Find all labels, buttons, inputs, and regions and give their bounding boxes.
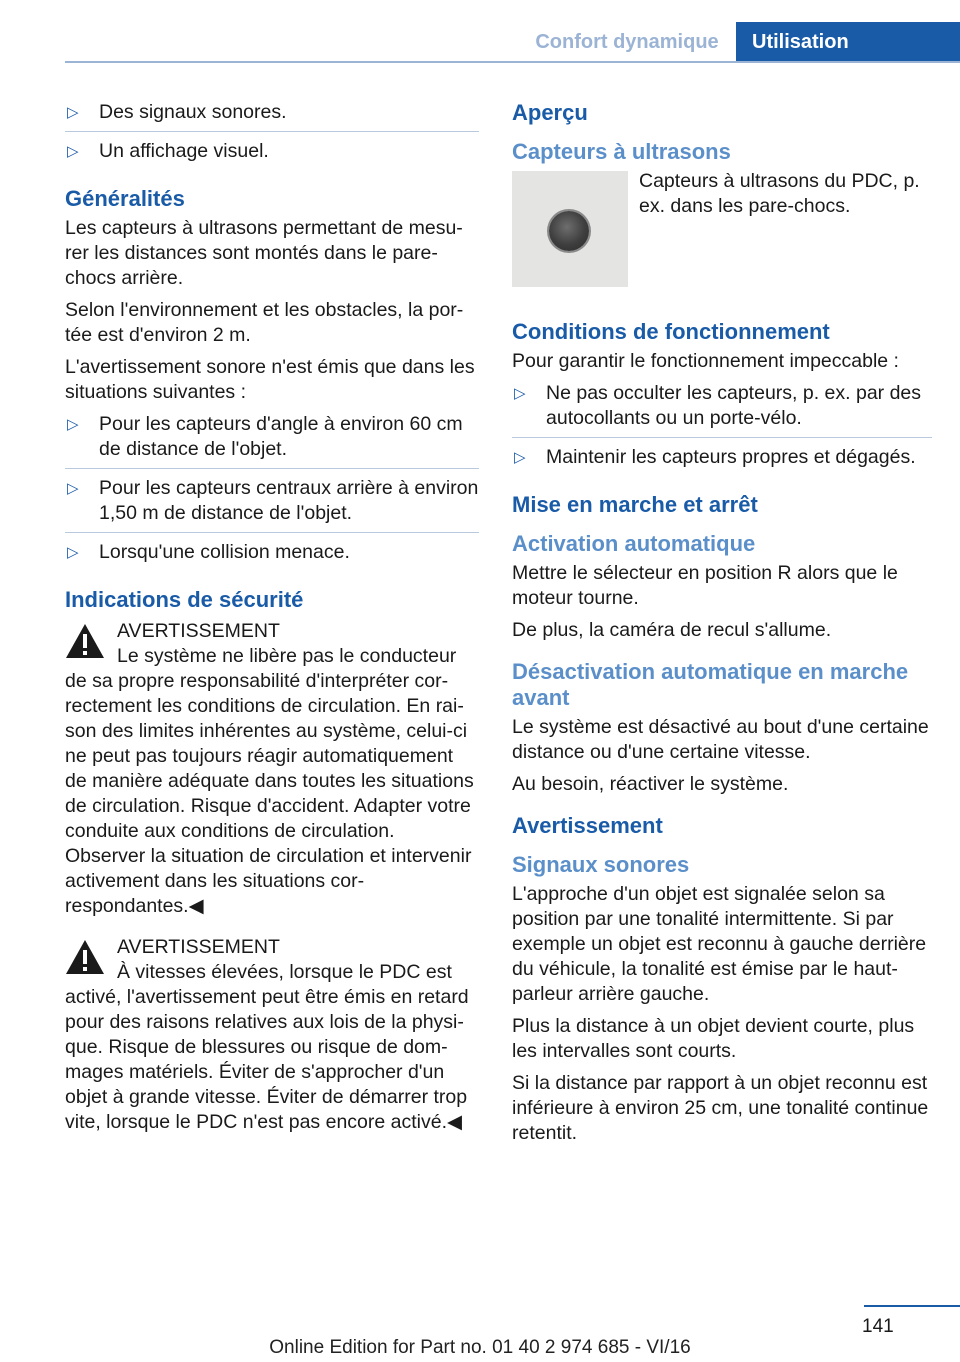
- subheading-activation: Activation automatique: [512, 531, 756, 556]
- tab-confort-dynamique[interactable]: Confort dynamique: [535, 31, 719, 53]
- footer-divider: [864, 1305, 960, 1307]
- subheading-signaux: Signaux sonores: [512, 852, 690, 877]
- paragraph: Si la distance par rapport à un objet reconnu est inférieure à environ 25 cm, une tonalité continue retentit.: [512, 1072, 929, 1144]
- triangle-right-icon: ▷: [514, 449, 526, 466]
- warning-title: AVERTISSEMENT: [117, 620, 280, 642]
- ultrasonic-sensor-image: [512, 171, 628, 287]
- sensor-figure: [512, 169, 932, 319]
- paragraph: Mettre le sélecteur en position R alors que le moteur tourne.: [512, 562, 898, 609]
- triangle-right-icon: ▷: [67, 143, 79, 160]
- paragraph: Selon l'environnement et les obstacles, la portée est d'environ 2 m.: [65, 299, 464, 346]
- edition-footer: Online Edition for Part no. 01 40 2 974 685 - VI/16: [269, 1337, 691, 1358]
- paragraph: Le système est désactivé au bout d'une certaine distance ou d'une certaine vitesse.: [512, 716, 929, 763]
- signal-types-list: [65, 100, 479, 170]
- triangle-right-icon: ▷: [67, 480, 79, 497]
- paragraph: Les capteurs à ultrasons permettant de mesurer les distances sont montés dans le pare-chocs arrière.: [65, 217, 463, 289]
- list-item: ▷ Pour les capteurs d'angle à environ 60 cm de distance de l'objet.: [65, 412, 479, 469]
- triangle-right-icon: ▷: [67, 416, 79, 433]
- section-heading-conditions: Conditions de fonctionnement: [512, 319, 830, 344]
- warning-title: AVERTISSEMENT: [117, 936, 280, 958]
- right-column: [512, 100, 932, 1153]
- tab-utilisation[interactable]: Utilisation: [736, 22, 960, 63]
- section-heading-apercu: Aperçu: [512, 100, 588, 125]
- sensor-disc-icon: [549, 211, 589, 251]
- warning-block: [65, 935, 479, 1135]
- section-heading-avertissement: Avertissement: [512, 813, 663, 838]
- paragraph: L'approche d'un objet est signalée selon sa position par une tonalité intermittente. Si par exemple un objet est reconnu à gauche derrière du véhicule, la tonalité est émise par le haut-parleur arrière gauche.: [512, 883, 927, 1005]
- warning-text-first-line: À vitesses élevées, lorsque le PDC est: [117, 961, 452, 983]
- list-item: ▷ Un affichage visuel.: [67, 140, 269, 162]
- triangle-right-icon: ▷: [67, 544, 79, 561]
- subheading-capteurs: Capteurs à ultrasons: [512, 139, 731, 164]
- section-heading-securite: Indications de sécurité: [65, 587, 304, 612]
- warning-block: [65, 619, 479, 919]
- warning-triangle-icon: [65, 939, 105, 975]
- sensor-caption: Capteurs à ultrasons du PDC, p. ex. dans les pare-chocs.: [639, 170, 920, 217]
- warning-triangle-icon: [65, 623, 105, 659]
- warning-text: de sa propre responsabilité d'interpréter correctement les conditions de circulation. En raison des limites inhérentes au système, celui-ci ne peut pas toujours réagir automatiquement de manière adéquate dans toutes les situations de circulation. Risque d'accident. Adapter votre conduite aux conditions de circulation. Observer la situation de circulation et intervenir activement dans les situations correspondantes.◀: [65, 670, 474, 917]
- header-divider: [65, 61, 960, 63]
- paragraph: Plus la distance à un objet devient courte, plus les intervalles sont courts.: [512, 1015, 915, 1062]
- triangle-right-icon: ▷: [514, 385, 526, 402]
- list-item: ▷ Pour les capteurs centraux arrière à environ 1,50 m de distance de l'objet.: [65, 476, 479, 533]
- situations-list: [65, 412, 479, 571]
- paragraph: De plus, la caméra de recul s'allume.: [512, 619, 832, 641]
- left-column: [65, 100, 479, 1142]
- paragraph: Pour garantir le fonctionnement impeccable :: [512, 350, 899, 372]
- list-item: ▷ Des signaux sonores.: [65, 100, 479, 132]
- warning-text: activé, l'avertissement peut être émis en retard pour des raisons relatives aux lois de la physique. Risque de blessures ou risque de dommages matériels. Éviter de s'approcher d'un objet à grande vitesse. Éviter de démarrer trop vite, lorsque le PDC n'est pas encore activé.◀: [65, 986, 469, 1133]
- warning-text-first-line: Le système ne libère pas le conducteur: [117, 645, 457, 667]
- section-heading-generalites: Généralités: [65, 186, 185, 211]
- page-number: 141: [862, 1316, 894, 1337]
- conditions-list: [512, 381, 932, 476]
- list-item: ▷ Ne pas occulter les capteurs, p. ex. par des autocollants ou un porte-vélo.: [512, 381, 932, 438]
- section-heading-marche: Mise en marche et arrêt: [512, 492, 758, 517]
- paragraph: L'avertissement sonore n'est émis que dans les situations suivantes :: [65, 356, 475, 403]
- paragraph: Au besoin, réactiver le système.: [512, 773, 789, 795]
- triangle-right-icon: ▷: [67, 104, 79, 121]
- list-item: ▷ Maintenir les capteurs propres et dégagés.: [514, 446, 916, 468]
- list-item: ▷ Lorsqu'une collision menace.: [67, 541, 350, 563]
- subheading-desactivation: Désactivation automatique en marche avant: [512, 659, 909, 710]
